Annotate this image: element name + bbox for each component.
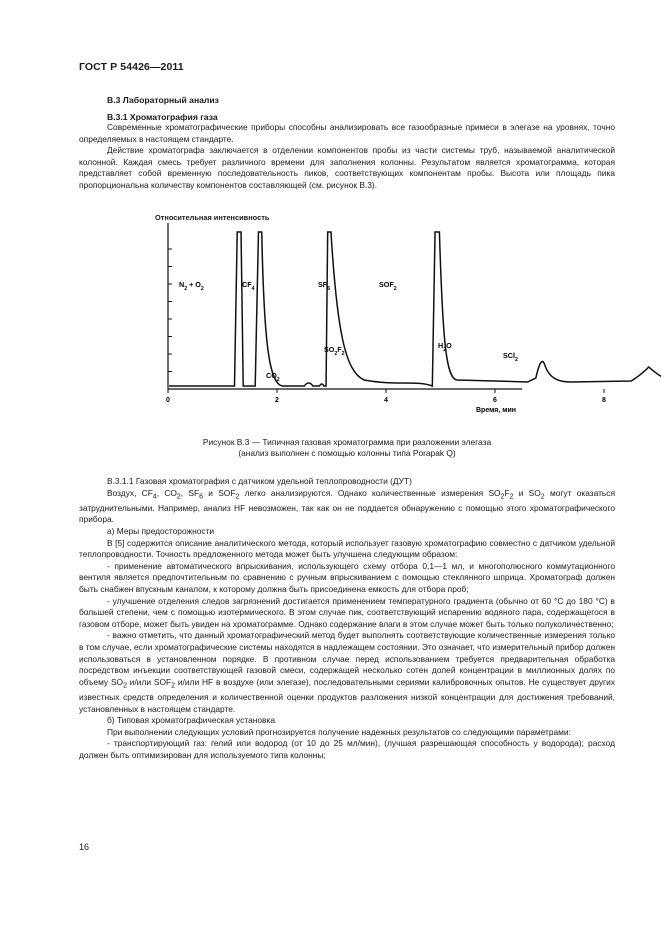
- peak-label: SOF2: [379, 280, 397, 292]
- peak-label: CF4: [242, 280, 255, 292]
- list-heading: а) Меры предосторожности: [107, 526, 215, 537]
- paragraph: Современные хроматографические приборы способны анализировать все газообразные примеси в элегазе на уровнях, точно определяемых в настоящем стандарте.: [79, 122, 615, 144]
- peak-label: SCl2: [503, 351, 518, 363]
- figure-caption-line: (анализ выполнен с помощью колонны типа Porapak Q): [238, 448, 456, 459]
- section-heading-b3: В.3 Лабораторный анализ: [107, 95, 219, 105]
- paragraph: Действие хроматографа заключается в отделении компонентов пробы из части системы труб, называемой аналитической колонной. Каждая смесь требует различного времени для заполнения колонны. Результатом является хроматограмма, которая представляет собой временную последовательность пиков, соответствующих компонентам пробы. Высота или площадь пика пропорциональна количеству компонентов составляющей (см. рисунок В.3).: [79, 145, 615, 190]
- chromatogram-trace: [169, 232, 661, 386]
- document-header: ГОСТ Р 54426—2011: [79, 61, 184, 73]
- x-tick-label: 6: [493, 397, 497, 404]
- paragraph: Воздух, $CF_4$, $CO_2$, $SF_6$ и $SOF_2$ легко анализируются. Однако количественные измерения $SO_2F_2$ и $SO_2$ могут оказаться затруднительными. Например, анализ HF невозможен, так как он не поддается обнаружению с помощью этого хроматографического прибора.: [79, 487, 616, 525]
- peak-label: SO2F2: [324, 345, 345, 357]
- bullet-item: - применение автоматического впрыскивания, использующего схему отбора 0,1—1 мл, и многополюсного коммутационного вентиля является предпочтительным по сравнению с ручным впрыскиванием с помощью стеклянного шприца. Хроматограф должен быть снабжен впускным каналом, к которому должна быть присоединена емкость для отбора проб;: [79, 560, 615, 595]
- figure-caption: [79, 437, 615, 460]
- x-tick-label: 4: [384, 397, 388, 404]
- x-axis-title: Время, мин: [476, 407, 516, 414]
- list-heading: б) Типовая хроматографическая установка: [107, 715, 275, 726]
- subsection-heading: В.3.1.1 Газовая хроматография с датчиком удельной теплопроводности (ДУТ): [107, 476, 412, 486]
- peak-label: SF6: [318, 280, 331, 292]
- peak-label: H2O: [438, 341, 452, 353]
- page-number: 16: [79, 842, 90, 852]
- chart-y-axis-title: Относительная интенсивность: [155, 213, 270, 222]
- bullet-item: - транспортирующий газ: гелий или водород (от 10 до 25 мл/мин), (лучшая разрешающая способность у водорода); расход должен быть оптимизирован для используемого типа колонны;: [79, 738, 615, 760]
- x-tick-label: 2: [275, 397, 279, 404]
- peak-label: CO2: [266, 371, 280, 383]
- peak-label: N2 + O2: [179, 280, 204, 292]
- bullet-item: - улучшение отделения следов загрязнений достигается применением температурного градиента (обычно от 60 °С до 180 °С) в большей степени, чем с помощью изотермического. В этом случае пик, соответствующий испарению водяного пара, содержащегося в газовом отборе, может быть увиден на хроматограмме. Однако содержание влаги в этом случае может быть только полуколичественно;: [79, 595, 615, 629]
- section-heading-b31: В.3.1 Хроматография газа: [107, 112, 218, 122]
- paragraph: В [5] содержится описание аналитического метода, который использует газовую хроматографию совместно с датчиком удельной теплопроводности. Точность предложенного метода может быть улучшена следующим образом:: [79, 537, 615, 560]
- figure-caption-line: Рисунок В.3 — Типичная газовая хроматограмма при разложении элегаза: [202, 437, 492, 447]
- x-tick-label: 8: [602, 397, 606, 404]
- section-b311: [79, 476, 615, 762]
- x-tick-label: 0: [166, 397, 170, 404]
- paragraph: При выполнении следующих условий прогнозируется получение надежных результатов со следующими параметрами:: [107, 726, 571, 737]
- bullet-item: - важно отметить, что данный хроматографический метод будет выполнять соответствующие количественные измерения только в том случае, если хроматографические системы находятся в надлежащем состоянии. Это означает, что измерительный прибор должен использоваться в установленном порядке. В противном случае перед использованием требуется предварительная обработка посредством инъекции соответствующей газовой смеси, содержащей несколько сотен долей концентрации в миллионных долях по объему $SO_2$ и/или $SOF_2$ и/или HF в воздухе (или элегазе), последовательными сериями калибровочных опытов. Не существует других известных средств определения и количественной оценки продуктов разложения низкой концентрации для достижения требований, установленных в настоящем стандарте.: [79, 630, 615, 714]
